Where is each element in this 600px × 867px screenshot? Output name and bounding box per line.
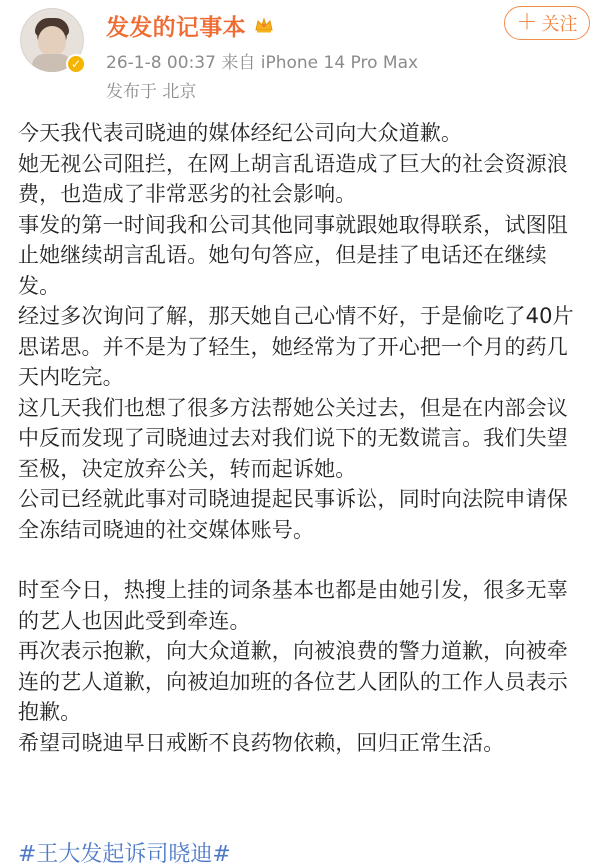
post-paragraph: 事发的第一时间我和公司其他同事就跟她取得联系，试图阻止她继续胡言乱语。她句句答应，但是挂了电话还在继续发。 (18, 212, 568, 298)
post-header (0, 0, 600, 110)
avatar-face (38, 26, 66, 56)
post-paragraph: 经过多次询问了解，那天她自己心情不好，于是偷吃了40片思诺思。并不是为了轻生，她经常为了开心把一个月的药几天内吃完。 (18, 304, 574, 389)
post-paragraph: 时至今日，热搜上挂的词条基本也都是由她引发，很多无辜的艺人也因此受到牵连。 (18, 578, 568, 633)
username-row (106, 8, 274, 42)
post-paragraph: 希望司晓迪早日戒断不良药物依赖，回归正常生活。 (18, 730, 505, 755)
post-paragraph: 这几天我们也想了很多方法帮她公关过去，但是在内部会议中反而发现了司晓迪过去对我们说下的无数谎言。我们失望至极，决定放弃公关，转而起诉她。 (18, 395, 568, 481)
plus-icon: ＋ (516, 9, 538, 34)
post-location: 发布于 北京 (106, 82, 197, 102)
post-paragraph: 再次表示抱歉，向大众道歉，向被浪费的警力道歉，向被牵连的艺人道歉，向被迫加班的各位艺人团队的工作人员表示抱歉。 (18, 639, 568, 724)
follow-button[interactable] (504, 6, 590, 40)
hashtag-link[interactable]: #王大发起诉司晓迪# (18, 842, 231, 867)
post-paragraph: 今天我代表司晓迪的媒体经纪公司向大众道歉。 (18, 121, 463, 145)
post-meta: 26-1-8 00:37 来自 iPhone 14 Pro Max (106, 53, 419, 73)
post-content (18, 118, 586, 758)
post-paragraph: 她无视公司阻拦，在网上胡言乱语造成了巨大的社会资源浪费，也造成了非常恶劣的社会影响。 (18, 151, 568, 206)
verified-badge-icon: ✓ (66, 54, 86, 74)
paragraph-spacer (18, 545, 586, 575)
username[interactable]: 发发的记事本 (106, 14, 246, 41)
post-paragraph: 公司已经就此事对司晓迪提起民事诉讼，同时向法院申请保全冻结司晓迪的社交媒体账号。 (18, 487, 568, 542)
crown-icon (254, 15, 274, 35)
follow-label: 关注 (541, 14, 578, 35)
